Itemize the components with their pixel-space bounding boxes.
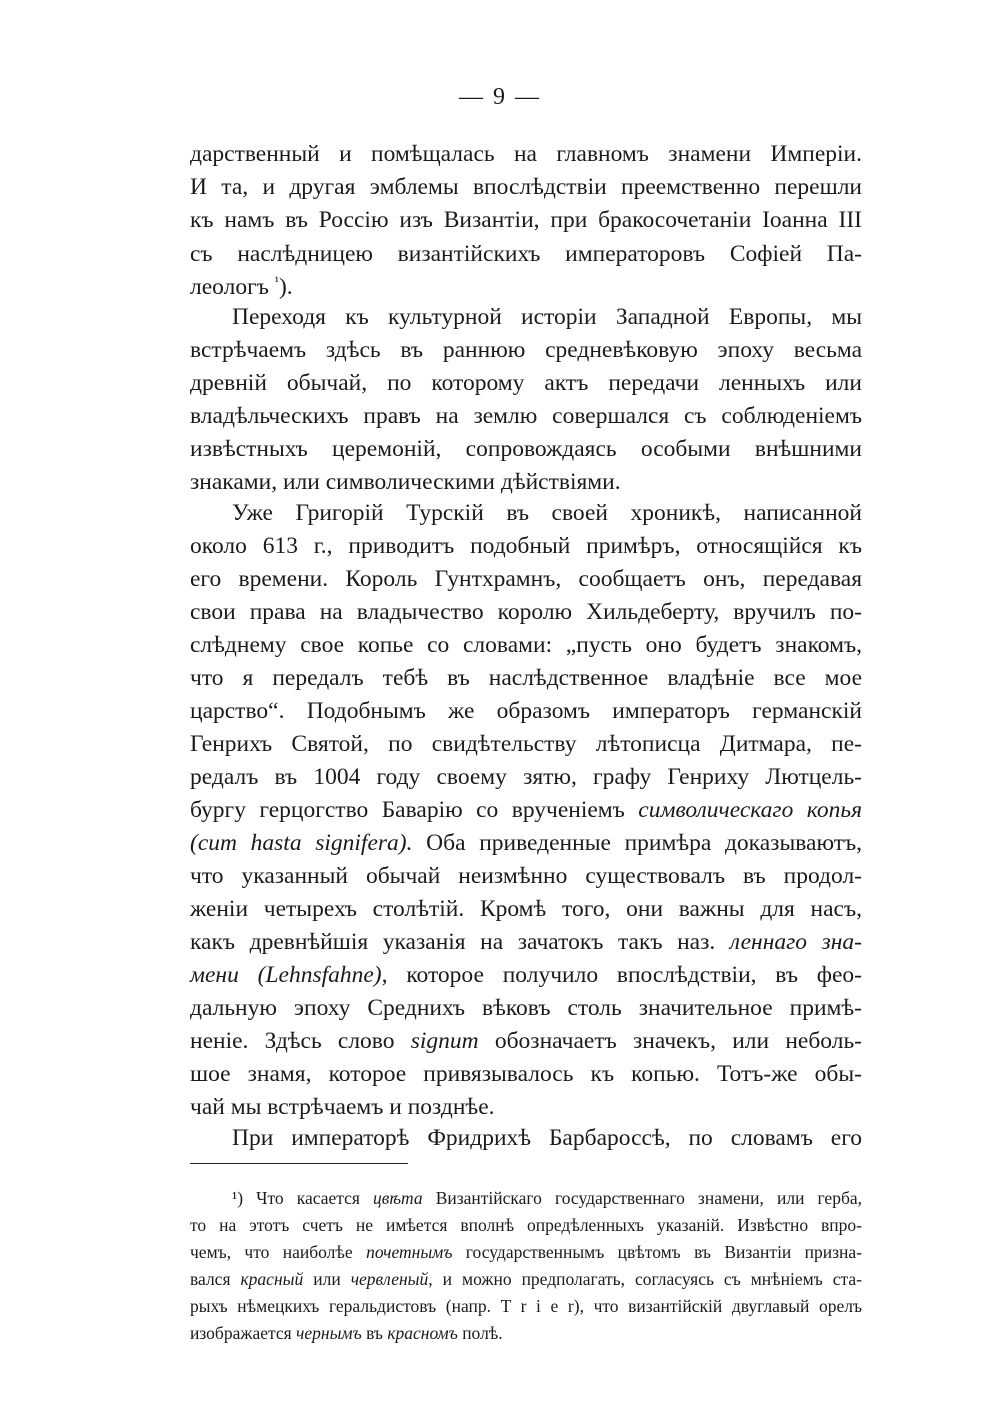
footnote-line: ¹) Что касается цвѣта Византійскаго государственнаго знамени, или герба, xyxy=(232,1188,862,1208)
text-line: къ намъ въ Россію изъ Византіи, при бракосочетаніи Іоанна III xyxy=(190,207,862,233)
text-line: дарственный и помѣщалась на главномъ знамени Имперіи. xyxy=(190,141,862,167)
text-line: около 613 г., приводитъ подобный примѣръ, относящійся къ xyxy=(190,533,862,559)
text-line: что я передалъ тебѣ въ наслѣдственное владѣніе все мое xyxy=(190,665,862,691)
text-line: встрѣчаемъ здѣсь въ раннюю средневѣковую эпоху весьма xyxy=(190,337,862,363)
text-line: женіи четырехъ столѣтій. Кромѣ того, они важны для насъ, xyxy=(190,896,862,922)
text-line: неніе. Здѣсь слово signum обозначаетъ значекъ, или неболь- xyxy=(190,1028,862,1054)
text-line: древній обычай, по которому актъ передачи ленныхъ или xyxy=(190,370,862,396)
footnote-line: чемъ, что наиболѣе почетнымъ государственнымъ цвѣтомъ въ Византіи призна- xyxy=(190,1242,863,1262)
text-line: чай мы встрѣчаемъ и позднѣе. xyxy=(190,1094,495,1120)
text-line: съ наслѣдницею византійскихъ императоровъ Софіей Па- xyxy=(190,241,862,267)
text-line: что указанный обычай неизмѣнно существовалъ въ продол- xyxy=(190,863,862,889)
footnote-reference[interactable]: ¹ xyxy=(274,275,279,290)
italic-term: мени (Lehnsfahne), xyxy=(190,962,388,988)
latin-term: (cum hasta signifera). xyxy=(190,830,413,856)
footnote-marker: ¹) xyxy=(232,1188,244,1208)
text-line: его времени. Король Гунтхрамнъ, сообщаетъ онъ, передавая xyxy=(190,566,862,592)
text-line: редалъ въ 1004 году своему зятю, графу Генриху Лютцель- xyxy=(190,764,862,790)
text-line: свои права на владычество королю Хильдеберту, вручилъ по- xyxy=(190,599,862,625)
text-line: (cum hasta signifera). Оба приведенные примѣра доказываютъ, xyxy=(190,830,863,856)
text-line: извѣстныхъ церемоній, сопровождаясь особыми внѣшними xyxy=(190,436,862,462)
italic-term: символическаго копья xyxy=(638,797,863,823)
footnote-line: изображается чернымъ въ красномъ полѣ. xyxy=(190,1323,503,1343)
text-line: бургу герцогство Баварію со врученіемъ символическаго копья xyxy=(190,797,863,823)
text-line: Генрихъ Святой, по свидѣтельству лѣтописца Дитмара, пе- xyxy=(190,731,862,757)
page-number: — 9 — xyxy=(459,84,541,110)
text-line: царство“. Подобнымъ же образомъ императоръ германскій xyxy=(190,698,862,724)
text-line: какъ древнѣйшія указанія на зачатокъ такъ наз. леннаго зна- xyxy=(190,929,862,955)
footnote-line: рыхъ нѣмецкихъ геральдистовъ (напр. T r i e r), что византійскій двуглавый орелъ xyxy=(190,1296,862,1316)
footnote-line: вался красный или червленый, и можно предполагать, согласуясь съ мнѣніемъ ста- xyxy=(190,1269,862,1289)
footnote-separator xyxy=(190,1163,408,1164)
text-line: И та, и другая эмблемы впослѣдствіи преемственно перешли xyxy=(190,174,862,200)
text-line: слѣднему свое копье со словами: „пусть оно будетъ знакомъ, xyxy=(190,632,862,658)
latin-term: signum xyxy=(410,1028,479,1054)
text-line: Переходя къ культурной исторіи Западной Европы, мы xyxy=(232,304,862,330)
italic-term: леннаго зна- xyxy=(729,929,862,955)
text-line: дальную эпоху Среднихъ вѣковъ столь значительное примѣ- xyxy=(190,995,862,1021)
text-line: При императорѣ Фридрихѣ Барбароссѣ, по словамъ его xyxy=(232,1125,862,1151)
text-line: мени (Lehnsfahne), которое получило впослѣдствіи, въ фео- xyxy=(190,962,862,988)
text-line: Уже Григорій Турскій въ своей хроникѣ, написанной xyxy=(232,500,862,526)
text-line: знаками, или символическими дѣйствіями. xyxy=(190,469,621,495)
text-line: леологъ $^{^1}$). xyxy=(190,274,293,300)
text-line: шое знамя, которое привязывалось къ копью. Тотъ-же обы- xyxy=(190,1061,862,1087)
footnote-line: то на этотъ счетъ не имѣется вполнѣ опредѣленныхъ указаній. Извѣстно впро- xyxy=(190,1215,862,1235)
text-line: владѣльческихъ правъ на землю совершался съ соблюденіемъ xyxy=(190,403,862,429)
